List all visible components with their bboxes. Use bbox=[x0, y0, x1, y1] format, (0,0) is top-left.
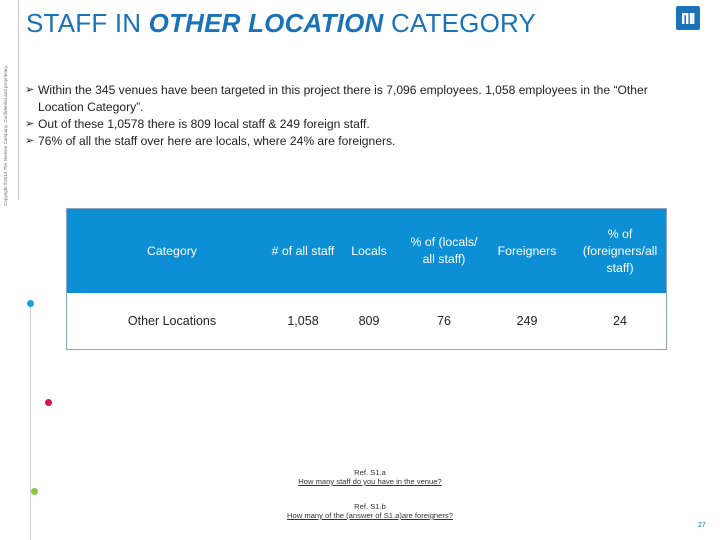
cell-foreigners: 249 bbox=[516, 314, 538, 328]
arrow-bullet-icon: ➢ bbox=[25, 84, 35, 96]
ref-label: Ref. S1.a bbox=[354, 468, 386, 477]
page-title bbox=[26, 8, 536, 39]
arrow-bullet-icon: ➢ bbox=[25, 118, 35, 130]
cell-locals: 809 bbox=[358, 314, 380, 328]
decor-dot-pink bbox=[45, 399, 52, 406]
reference-s1a bbox=[200, 468, 540, 486]
cell-category: Other Locations bbox=[127, 314, 217, 328]
bullet-list bbox=[25, 82, 665, 150]
decor-dot-green bbox=[31, 488, 38, 495]
cell-all-staff: 1,058 bbox=[287, 314, 319, 328]
title-emphasis: OTHER LOCATION bbox=[148, 8, 384, 38]
ref-question: How many staff do you have in the venue? bbox=[298, 477, 442, 486]
bullet-item bbox=[25, 133, 665, 150]
bullet-item bbox=[25, 82, 665, 116]
arrow-bullet-icon: ➢ bbox=[25, 135, 35, 147]
bullet-text: Within the 345 venues have been targeted in this project there is 7,096 employees. 1,058 employees in the “Other Location Category”. bbox=[38, 83, 648, 114]
bullet-item bbox=[25, 116, 665, 133]
header-all-staff: # of all staff bbox=[271, 243, 335, 258]
ref-label: Ref. S1.b bbox=[354, 502, 386, 511]
page-number: 27 bbox=[698, 522, 706, 529]
copyright-text: Copyright ©2013 The Nielsen Company. Confidential and proprietary. bbox=[3, 64, 8, 206]
decor-line bbox=[30, 300, 31, 540]
header-pct-locals: % of (locals/ all staff) bbox=[410, 235, 478, 266]
header-category: Category bbox=[147, 243, 197, 258]
staff-table bbox=[66, 208, 667, 350]
reference-s1b bbox=[200, 502, 540, 520]
table-header-row bbox=[67, 209, 666, 293]
title-prefix: STAFF IN bbox=[26, 8, 149, 38]
ref-question: How many of the (answer of S1.a)are foreigners? bbox=[287, 511, 453, 520]
header-foreigners: Foreigners bbox=[497, 243, 557, 258]
decor-dot-blue bbox=[27, 300, 34, 307]
bullet-text: 76% of all the staff over here are locals, where 24% are foreigners. bbox=[38, 134, 396, 148]
cell-pct-locals: 76 bbox=[437, 314, 451, 328]
side-divider bbox=[18, 0, 19, 200]
copyright-rail bbox=[0, 0, 14, 540]
cell-pct-foreigners: 24 bbox=[613, 314, 627, 328]
bullet-text: Out of these 1,0578 there is 809 local staff & 249 foreign staff. bbox=[38, 117, 370, 131]
header-locals: Locals bbox=[351, 243, 387, 258]
title-suffix: CATEGORY bbox=[383, 8, 537, 38]
header-pct-foreigners: % of (foreigners/all staff) bbox=[582, 226, 658, 275]
nielsen-logo-icon bbox=[676, 6, 700, 30]
